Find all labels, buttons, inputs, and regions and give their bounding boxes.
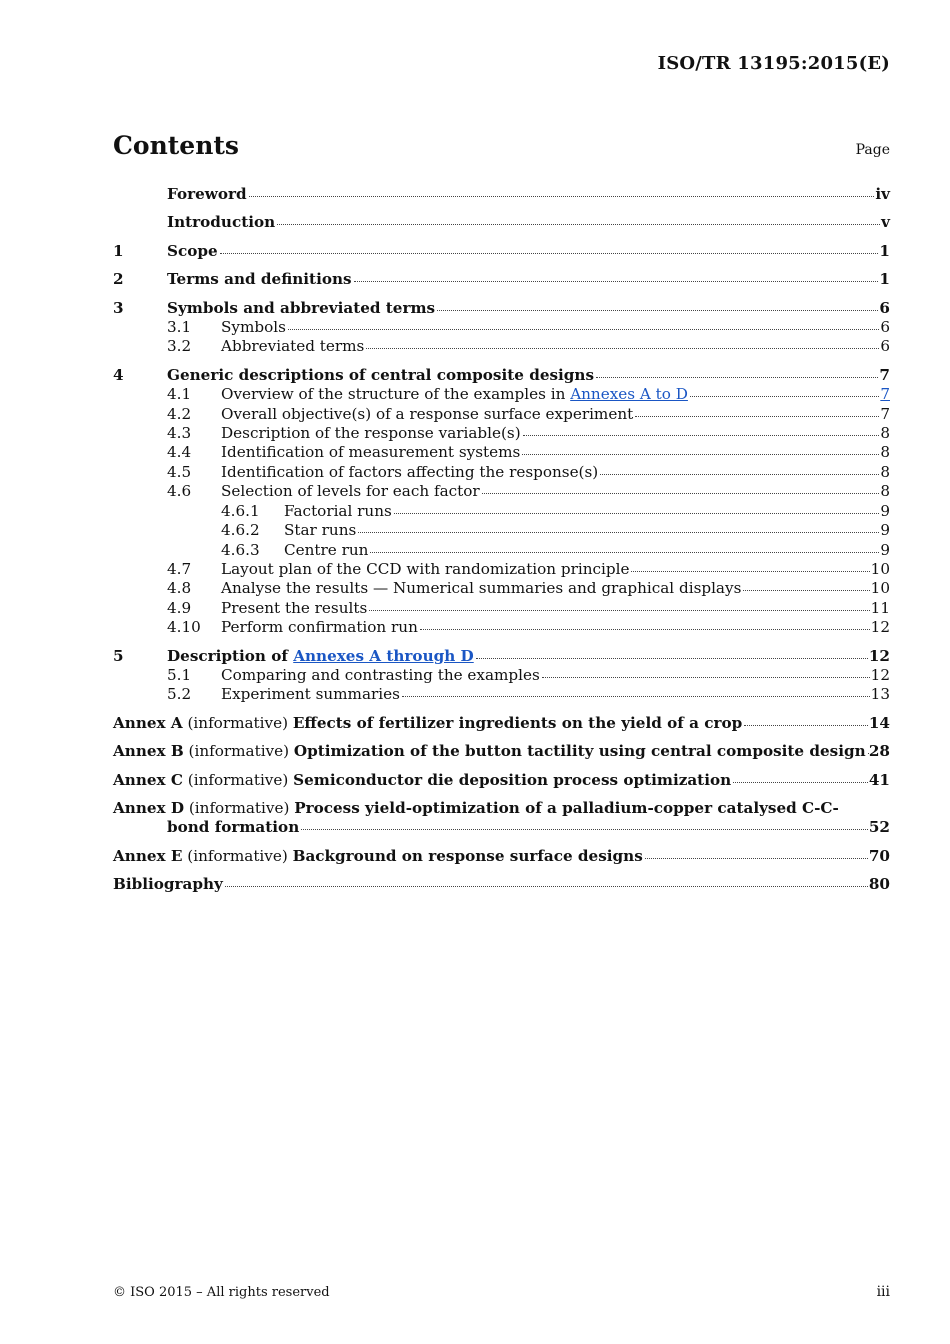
toc-entry-title: Overall objective(s) of a response surface experiment [221, 404, 634, 423]
toc-entry-page: 7 [879, 365, 890, 384]
dot-leader [288, 329, 879, 330]
dot-leader [596, 377, 878, 378]
toc-entry-number: 4.6.1 [221, 501, 260, 520]
toc-entry-number: 3 [113, 298, 124, 317]
toc-entry-title: Symbols and abbreviated terms [167, 298, 436, 317]
dot-leader [744, 725, 868, 726]
toc-entry-page: 9 [880, 521, 890, 540]
page-title: Contents [113, 131, 240, 160]
toc-entry[interactable] [113, 366, 890, 385]
toc-entry-number: 4.6.2 [221, 521, 260, 540]
dot-leader [437, 310, 878, 311]
toc-entry-number: 3.2 [167, 337, 192, 356]
toc-entry-page: 6 [880, 318, 890, 337]
toc-entry[interactable] [113, 579, 890, 598]
toc-entry-page: 70 [868, 846, 890, 865]
toc-entry[interactable] [113, 242, 890, 261]
toc-entry-title: Centre run [284, 540, 369, 559]
toc-entry-title: Scope [167, 241, 218, 260]
toc-entry[interactable] [113, 299, 890, 318]
dot-leader [476, 658, 868, 659]
dot-leader [522, 454, 879, 455]
toc-entry-number: 4.7 [167, 559, 192, 578]
toc-entry-number: 5.2 [167, 685, 192, 704]
annex-type: (informative) [183, 742, 294, 761]
toc-entry-page: iv [875, 185, 890, 203]
toc-entry[interactable] [113, 647, 890, 666]
toc-entry-page: 6 [880, 337, 890, 356]
toc-entry-title: Description of the response variable(s) [221, 424, 521, 443]
toc-entry-page: 52 [868, 818, 890, 837]
dot-leader [645, 858, 868, 859]
footer-page-number: iii [876, 1284, 890, 1300]
toc-entry-number: 4.2 [167, 404, 192, 423]
dot-leader [631, 571, 869, 572]
toc-entry[interactable] [113, 560, 890, 579]
dot-leader [733, 782, 868, 783]
toc-entry-number: 2 [113, 270, 124, 289]
dot-leader [354, 281, 879, 282]
toc-entry[interactable] [113, 405, 890, 424]
toc-entry[interactable] [113, 385, 890, 404]
annex-label: Annex E [113, 846, 183, 865]
toc-entry-page: 10 [870, 559, 890, 578]
annex-heading [113, 742, 866, 761]
toc-entry-title: Selection of levels for each factor [221, 482, 480, 501]
toc-entry[interactable] [113, 337, 890, 356]
toc-entry-page: 13 [870, 685, 890, 704]
toc-annex-entry[interactable] [113, 847, 890, 866]
toc-entry[interactable] [113, 666, 890, 685]
toc-entry-page: 8 [880, 462, 890, 481]
toc-entry-number: 4.9 [167, 598, 192, 617]
annex-title: Semiconductor die deposition process optimization [293, 770, 732, 789]
toc-entry-title: Perform confirmation run [221, 618, 418, 637]
toc-entry[interactable] [113, 685, 890, 704]
toc-entry[interactable] [113, 463, 890, 482]
toc-entry-page: 12 [870, 665, 890, 684]
dot-leader [225, 886, 868, 887]
dot-leader [358, 532, 879, 533]
toc-entry-number: 4.1 [167, 385, 192, 404]
toc-entry-title: Present the results [221, 598, 368, 617]
toc-entry-title: Terms and definitions [167, 270, 352, 289]
dot-leader [635, 416, 879, 417]
annex-label: Annex A [113, 713, 183, 732]
toc-entry-title: Overview of the structure of the examples in Annexes A to D [221, 385, 688, 404]
document-id: ISO/TR 13195:2015(E) [657, 53, 890, 74]
toc-entry[interactable] [113, 185, 890, 204]
toc-entry-number: 3.1 [167, 318, 192, 337]
toc-annex-entry[interactable] [113, 799, 890, 818]
dot-leader [600, 474, 879, 475]
annex-title: Effects of fertilizer ingredients on the yield of a crop [292, 713, 743, 732]
toc-entry-number: 4.6.3 [221, 540, 260, 559]
toc-entry-title: Identification of factors affecting the response(s) [221, 462, 599, 481]
toc-entry-title: Foreword [167, 185, 247, 203]
dot-leader [743, 590, 869, 591]
dot-leader [370, 552, 879, 553]
toc-annex-entry-continued[interactable] [113, 818, 890, 837]
toc-entry[interactable] [113, 443, 890, 462]
page-column-label: Page [855, 142, 890, 158]
toc-entry-title: Generic descriptions of central composite designs [167, 365, 595, 384]
footer-copyright: © ISO 2015 – All rights reserved [113, 1285, 330, 1300]
toc-entry[interactable] [113, 502, 890, 521]
dot-leader [277, 224, 880, 225]
toc-annex-link[interactable]: Annexes A through D [293, 646, 474, 665]
toc-entry-number: 4.5 [167, 462, 192, 481]
toc-entry-page: 12 [870, 618, 890, 637]
toc-entry-page: 9 [880, 540, 890, 559]
dot-leader [220, 253, 879, 254]
toc-entry-number: 4.8 [167, 579, 192, 598]
dot-leader [369, 610, 869, 611]
annex-type: (informative) [182, 713, 293, 732]
toc-entry-number: 5.1 [167, 665, 192, 684]
toc-entry-page: 28 [868, 742, 890, 761]
toc-entry-number: 4.6 [167, 482, 192, 501]
toc-entry-page: 6 [879, 298, 890, 317]
toc-entry-page: 9 [880, 501, 890, 520]
toc-entry-page: 8 [880, 443, 890, 462]
dot-leader [523, 435, 880, 436]
toc-entry-number: 4.10 [167, 618, 201, 637]
annex-label: Annex C [113, 770, 183, 789]
toc-annex-entry[interactable] [113, 714, 890, 733]
annex-type: (informative) [182, 846, 293, 865]
annex-heading [113, 771, 731, 790]
annex-type: (informative) [184, 798, 295, 817]
toc-entry-title: Description of Annexes A through D [167, 646, 474, 665]
annex-label: Annex D [113, 798, 185, 817]
toc-entry-page: 7 [880, 404, 890, 423]
toc-entry[interactable] [113, 599, 890, 618]
toc-entry-page: 8 [880, 424, 890, 443]
dot-leader [301, 829, 868, 830]
toc-entry-number: 5 [113, 646, 124, 665]
dot-leader [366, 348, 879, 349]
toc-entry[interactable] [113, 482, 890, 501]
toc-annex-entry[interactable] [113, 742, 890, 761]
toc-entry-title: Symbols [221, 318, 286, 337]
annex-title-continued: bond formation [167, 818, 300, 837]
table-of-contents [113, 185, 890, 895]
toc-entry-page: 11 [870, 598, 890, 617]
toc-entry-title: Star runs [284, 521, 357, 540]
toc-entry-page: 80 [868, 875, 890, 894]
toc-entry[interactable] [113, 318, 890, 337]
toc-annex-link[interactable]: Annexes A to D [570, 385, 688, 404]
toc-entry-title: Bibliography [113, 875, 223, 894]
dot-leader [420, 629, 870, 630]
toc-entry[interactable] [113, 424, 890, 443]
toc-entry-number: 4.3 [167, 424, 192, 443]
dot-leader [394, 513, 880, 514]
toc-entry-number: 1 [113, 241, 124, 260]
toc-entry-page: 41 [868, 770, 890, 789]
toc-entry[interactable] [113, 521, 890, 540]
toc-entry-title: Abbreviated terms [221, 337, 365, 356]
toc-entry-title: Layout plan of the CCD with randomization principle [221, 559, 630, 578]
dot-leader [690, 396, 879, 397]
toc-entry-page: 1 [879, 241, 890, 260]
toc-entry-page: 8 [880, 482, 890, 501]
toc-entry-page: 12 [868, 646, 890, 665]
toc-entry-title: Comparing and contrasting the examples [221, 665, 540, 684]
toc-entry[interactable] [113, 213, 890, 232]
annex-type: (informative) [182, 770, 294, 789]
annex-heading [113, 714, 742, 733]
toc-entry-title: Introduction [167, 213, 276, 232]
toc-annex-entry[interactable] [113, 771, 890, 790]
annex-label: Annex B [113, 742, 184, 761]
dot-leader [482, 493, 880, 494]
toc-entry-page: 10 [870, 579, 890, 598]
annex-title: Optimization of the button tactility using central composite design [293, 742, 866, 761]
dot-leader [542, 677, 870, 678]
toc-entry-page[interactable]: 7 [880, 385, 890, 404]
toc-entry-title: Identification of measurement systems [221, 443, 521, 462]
toc-entry-title: Experiment summaries [221, 685, 400, 704]
toc-entry-number: 4 [113, 365, 124, 384]
dot-leader [249, 196, 875, 197]
annex-title: Process yield-optimization of a palladium-copper catalysed C-C- [294, 798, 839, 817]
toc-entry-page: v [881, 213, 890, 232]
toc-entry[interactable] [113, 541, 890, 560]
annex-title: Background on response surface designs [292, 846, 643, 865]
toc-entry-title: Factorial runs [284, 501, 392, 520]
annex-heading [113, 847, 643, 866]
toc-entry-title: Analyse the results — Numerical summaries and graphical displays [221, 579, 742, 598]
toc-entry-page: 14 [868, 713, 890, 732]
toc-entry-page: 1 [879, 270, 890, 289]
toc-entry-number: 4.4 [167, 443, 192, 462]
toc-entry[interactable] [113, 618, 890, 637]
dot-leader [402, 696, 870, 697]
toc-entry[interactable] [113, 270, 890, 289]
toc-bibliography[interactable] [113, 875, 890, 894]
